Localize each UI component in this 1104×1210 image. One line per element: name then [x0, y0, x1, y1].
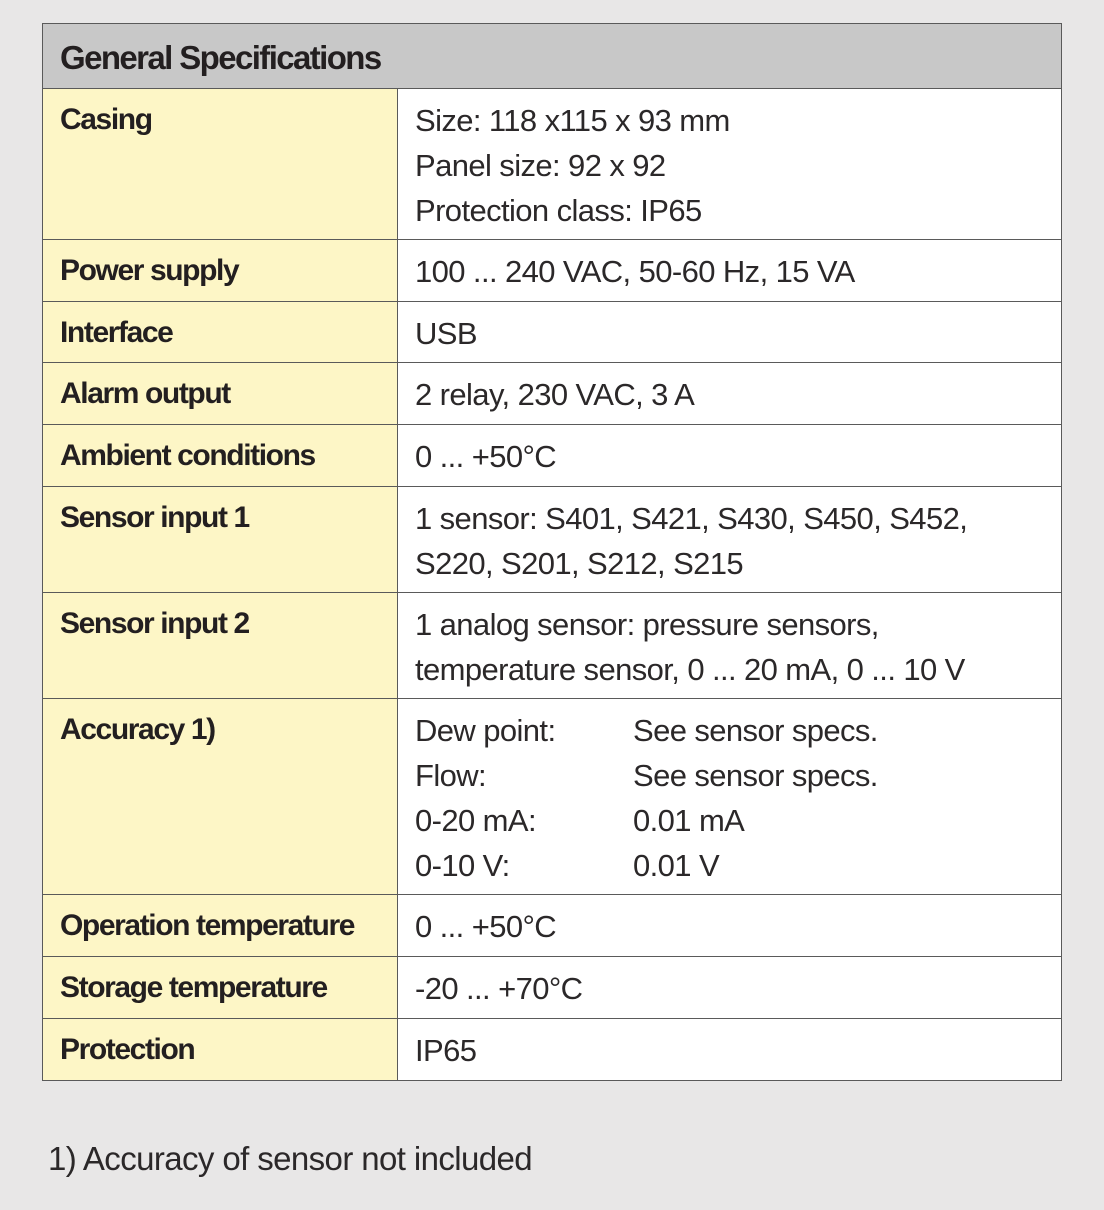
table-row — [43, 487, 1061, 593]
accuracy-value: 0.01 V — [633, 848, 720, 883]
spec-value-line: 0 ... +50°C — [415, 439, 557, 474]
accuracy-item — [415, 843, 1061, 888]
spec-value-line: IP65 — [415, 1033, 477, 1068]
accuracy-key: Dew point: — [415, 713, 556, 748]
accuracy-item — [415, 708, 1061, 753]
spec-value — [398, 895, 1061, 956]
spec-value-line: USB — [415, 316, 477, 351]
spec-label: Power supply — [43, 240, 398, 301]
accuracy-value: See sensor specs. — [633, 758, 878, 793]
spec-label: Accuracy 1) — [43, 699, 398, 894]
spec-value — [398, 957, 1061, 1018]
spec-value — [398, 89, 1061, 239]
spec-value-line: 2 relay, 230 VAC, 3 A — [415, 377, 695, 412]
spec-value-line: S220, S201, S212, S215 — [415, 546, 744, 581]
table-row — [43, 1019, 1061, 1080]
table-row — [43, 895, 1061, 957]
table-row — [43, 240, 1061, 302]
spec-value — [398, 363, 1061, 424]
spec-value-line: temperature sensor, 0 ... 20 mA, 0 ... 10 V — [415, 652, 965, 687]
table-body — [43, 89, 1061, 1080]
spec-value — [398, 699, 1061, 894]
specifications-table — [42, 23, 1062, 1081]
table-row — [43, 699, 1061, 895]
accuracy-value: 0.01 mA — [633, 803, 745, 838]
table-title: General Specifications — [43, 24, 1061, 89]
spec-label: Sensor input 2 — [43, 593, 398, 698]
spec-label: Storage temperature — [43, 957, 398, 1018]
spec-label: Alarm output — [43, 363, 398, 424]
spec-value — [398, 593, 1061, 698]
table-row — [43, 363, 1061, 425]
table-row — [43, 593, 1061, 699]
accuracy-item — [415, 753, 1061, 798]
spec-value-line: Panel size: 92 x 92 — [415, 148, 666, 183]
spec-value-line: -20 ... +70°C — [415, 971, 583, 1006]
table-row — [43, 89, 1061, 240]
spec-value — [398, 240, 1061, 301]
table-row — [43, 302, 1061, 363]
accuracy-item — [415, 798, 1061, 843]
spec-label: Protection — [43, 1019, 398, 1080]
table-row — [43, 425, 1061, 487]
spec-value — [398, 1019, 1061, 1080]
spec-label: Operation temperature — [43, 895, 398, 956]
spec-value-line: 100 ... 240 VAC, 50-60 Hz, 15 VA — [415, 254, 855, 289]
accuracy-key: Flow: — [415, 758, 487, 793]
spec-label: Interface — [43, 302, 398, 362]
spec-value-line: 1 analog sensor: pressure sensors, — [415, 607, 879, 642]
footnote: 1) Accuracy of sensor not included — [48, 1140, 533, 1177]
spec-value — [398, 302, 1061, 362]
spec-value-line: 0 ... +50°C — [415, 909, 557, 944]
spec-value-line: 1 sensor: S401, S421, S430, S450, S452, — [415, 501, 968, 536]
spec-label: Casing — [43, 89, 398, 239]
spec-value-line: Protection class: IP65 — [415, 193, 702, 228]
spec-value — [398, 425, 1061, 486]
accuracy-key: 0-20 mA: — [415, 803, 536, 838]
spec-label: Sensor input 1 — [43, 487, 398, 592]
accuracy-value: See sensor specs. — [633, 713, 878, 748]
spec-value — [398, 487, 1061, 592]
spec-value-line: Size: 118 x115 x 93 mm — [415, 103, 730, 138]
spec-label: Ambient conditions — [43, 425, 398, 486]
table-row — [43, 957, 1061, 1019]
accuracy-key: 0-10 V: — [415, 848, 510, 883]
